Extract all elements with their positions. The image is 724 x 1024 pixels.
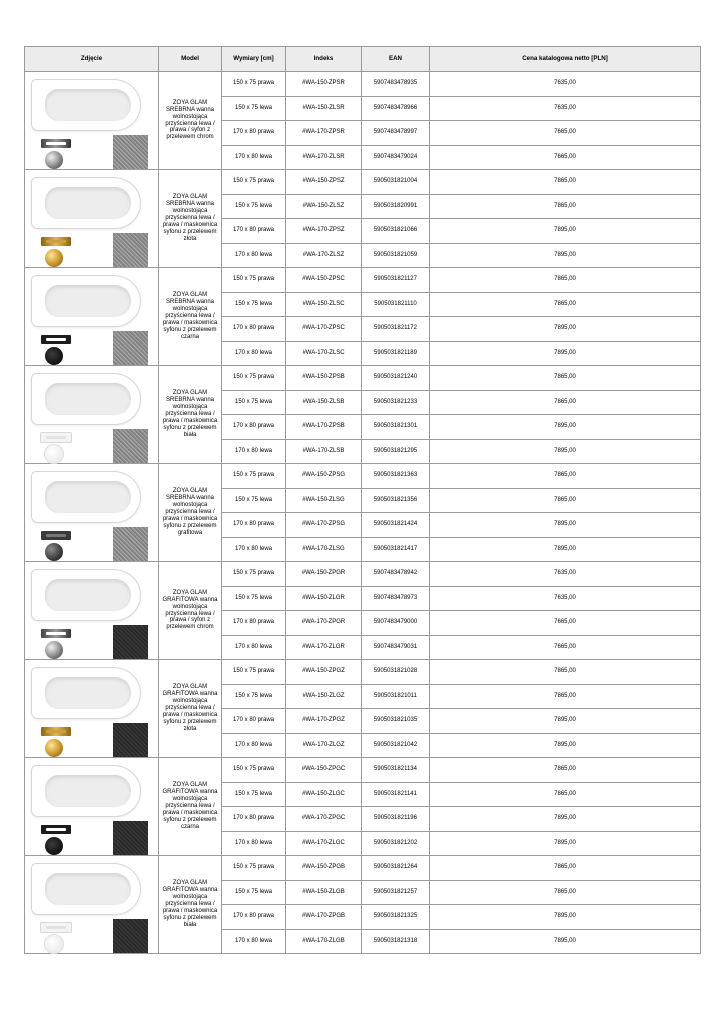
table-row bbox=[25, 268, 701, 293]
index-cell: #WA-150-ZPGZ bbox=[286, 660, 362, 685]
dimensions-cell: 150 x 75 prawa bbox=[222, 562, 286, 587]
index-cell: #WA-150-ZPGC bbox=[286, 758, 362, 783]
index-cell: #WA-170-ZPSG bbox=[286, 513, 362, 538]
product-photo bbox=[25, 663, 158, 755]
finish-swatch bbox=[113, 233, 148, 267]
price-cell: 7635,00 bbox=[430, 96, 701, 121]
index-cell: #WA-150-ZPSR bbox=[286, 72, 362, 97]
product-photo-cell bbox=[25, 72, 159, 170]
overflow-cover-image bbox=[41, 433, 71, 442]
price-cell: 7865,00 bbox=[430, 758, 701, 783]
model-description: ZOYA GLAM SREBRNA wanna wolnostojąca przyścienna lewa / prawa / syfon z przelewem chrom bbox=[159, 72, 222, 170]
ean-cell: 5907483479031 bbox=[362, 635, 430, 660]
price-cell: 7635,00 bbox=[430, 562, 701, 587]
dimensions-cell: 150 x 75 prawa bbox=[222, 72, 286, 97]
index-cell: #WA-150-ZPGB bbox=[286, 856, 362, 881]
dimensions-cell: 170 x 80 lewa bbox=[222, 243, 286, 268]
dimensions-cell: 150 x 75 lewa bbox=[222, 292, 286, 317]
model-description: ZOYA GLAM GRAFITOWA wanna wolnostojąca przyścienna lewa / prawa / maskownica syfonu z przelewem czarna bbox=[159, 758, 222, 856]
table-row bbox=[25, 660, 701, 685]
ean-cell: 5907483478966 bbox=[362, 96, 430, 121]
model-description: ZOYA GLAM GRAFITOWA wanna wolnostojąca przyścienna lewa / prawa / maskownica syfonu z przelewem biała bbox=[159, 856, 222, 954]
bathtub-image bbox=[31, 79, 141, 131]
index-cell: #WA-150-ZLGR bbox=[286, 586, 362, 611]
finish-swatch bbox=[113, 821, 148, 855]
index-cell: #WA-150-ZLGZ bbox=[286, 684, 362, 709]
product-photo bbox=[25, 271, 158, 363]
index-cell: #WA-150-ZLGC bbox=[286, 782, 362, 807]
table-row bbox=[25, 562, 701, 587]
price-cell: 7895,00 bbox=[430, 733, 701, 758]
product-photo-cell bbox=[25, 856, 159, 954]
dimensions-cell: 150 x 75 lewa bbox=[222, 586, 286, 611]
index-cell: #WA-150-ZPSC bbox=[286, 268, 362, 293]
header-dimensions: Wymiary [cm] bbox=[222, 47, 286, 72]
bathtub-image bbox=[31, 765, 141, 817]
ean-cell: 5907483479000 bbox=[362, 611, 430, 636]
drain-plug-image bbox=[45, 151, 63, 169]
index-cell: #WA-150-ZPSZ bbox=[286, 170, 362, 195]
index-cell: #WA-170-ZLSB bbox=[286, 439, 362, 464]
header-price: Cena katalogowa netto [PLN] bbox=[430, 47, 701, 72]
finish-swatch bbox=[113, 527, 148, 561]
ean-cell: 5905031821264 bbox=[362, 856, 430, 881]
dimensions-cell: 150 x 75 lewa bbox=[222, 390, 286, 415]
dimensions-cell: 150 x 75 prawa bbox=[222, 856, 286, 881]
model-description: ZOYA GLAM GRAFITOWA wanna wolnostojąca przyścienna lewa / prawa / maskownica syfonu z przelewem złota bbox=[159, 660, 222, 758]
index-cell: #WA-150-ZPSB bbox=[286, 366, 362, 391]
index-cell: #WA-150-ZLSR bbox=[286, 96, 362, 121]
dimensions-cell: 170 x 80 prawa bbox=[222, 709, 286, 734]
price-cell: 7865,00 bbox=[430, 390, 701, 415]
ean-cell: 5905031821240 bbox=[362, 366, 430, 391]
ean-cell: 5907483478935 bbox=[362, 72, 430, 97]
dimensions-cell: 170 x 80 prawa bbox=[222, 415, 286, 440]
model-description: ZOYA GLAM GRAFITOWA wanna wolnostojąca przyścienna lewa / prawa / syfon z przelewem chrom bbox=[159, 562, 222, 660]
ean-cell: 5905031821325 bbox=[362, 905, 430, 930]
price-cell: 7895,00 bbox=[430, 341, 701, 366]
dimensions-cell: 170 x 80 lewa bbox=[222, 733, 286, 758]
finish-swatch bbox=[113, 625, 148, 659]
price-cell: 7865,00 bbox=[430, 880, 701, 905]
dimensions-cell: 150 x 75 lewa bbox=[222, 880, 286, 905]
ean-cell: 5905031821028 bbox=[362, 660, 430, 685]
index-cell: #WA-170-ZPGC bbox=[286, 807, 362, 832]
overflow-cover-image bbox=[41, 335, 71, 344]
product-photo bbox=[25, 173, 158, 265]
ean-cell: 5905031821189 bbox=[362, 341, 430, 366]
index-cell: #WA-150-ZPSG bbox=[286, 464, 362, 489]
finish-swatch bbox=[113, 331, 148, 365]
index-cell: #WA-170-ZLSG bbox=[286, 537, 362, 562]
table-row bbox=[25, 856, 701, 881]
drain-plug-image bbox=[45, 837, 63, 855]
price-cell: 7895,00 bbox=[430, 219, 701, 244]
table-row bbox=[25, 758, 701, 783]
dimensions-cell: 170 x 80 lewa bbox=[222, 831, 286, 856]
ean-cell: 5905031821011 bbox=[362, 684, 430, 709]
price-cell: 7895,00 bbox=[430, 537, 701, 562]
ean-cell: 5905031821035 bbox=[362, 709, 430, 734]
overflow-cover-image bbox=[41, 727, 71, 736]
dimensions-cell: 170 x 80 prawa bbox=[222, 317, 286, 342]
ean-cell: 5905031821417 bbox=[362, 537, 430, 562]
index-cell: #WA-170-ZLGR bbox=[286, 635, 362, 660]
bathtub-image bbox=[31, 569, 141, 621]
overflow-cover-image bbox=[41, 531, 71, 540]
dimensions-cell: 170 x 80 prawa bbox=[222, 807, 286, 832]
drain-plug-image bbox=[45, 347, 63, 365]
price-cell: 7665,00 bbox=[430, 121, 701, 146]
finish-swatch bbox=[113, 429, 148, 463]
price-cell: 7865,00 bbox=[430, 684, 701, 709]
dimensions-cell: 150 x 75 prawa bbox=[222, 366, 286, 391]
dimensions-cell: 170 x 80 lewa bbox=[222, 439, 286, 464]
price-cell: 7895,00 bbox=[430, 243, 701, 268]
index-cell: #WA-170-ZPGZ bbox=[286, 709, 362, 734]
price-cell: 7865,00 bbox=[430, 366, 701, 391]
index-cell: #WA-150-ZLSZ bbox=[286, 194, 362, 219]
header-ean: EAN bbox=[362, 47, 430, 72]
product-photo bbox=[25, 565, 158, 657]
bathtub-image bbox=[31, 471, 141, 523]
product-photo bbox=[25, 467, 158, 559]
dimensions-cell: 170 x 80 prawa bbox=[222, 611, 286, 636]
dimensions-cell: 170 x 80 prawa bbox=[222, 905, 286, 930]
index-cell: #WA-170-ZPSZ bbox=[286, 219, 362, 244]
bathtub-image bbox=[31, 667, 141, 719]
model-description: ZOYA GLAM SREBRNA wanna wolnostojąca przyścienna lewa / prawa / maskownica syfonu z przelewem czarna bbox=[159, 268, 222, 366]
bathtub-image bbox=[31, 373, 141, 425]
dimensions-cell: 170 x 80 lewa bbox=[222, 145, 286, 170]
price-cell: 7865,00 bbox=[430, 194, 701, 219]
ean-cell: 5907483478997 bbox=[362, 121, 430, 146]
overflow-cover-image bbox=[41, 629, 71, 638]
ean-cell: 5905031821257 bbox=[362, 880, 430, 905]
price-cell: 7895,00 bbox=[430, 513, 701, 538]
overflow-cover-image bbox=[41, 923, 71, 932]
product-photo bbox=[25, 369, 158, 461]
price-cell: 7665,00 bbox=[430, 145, 701, 170]
dimensions-cell: 150 x 75 lewa bbox=[222, 96, 286, 121]
ean-cell: 5905031821356 bbox=[362, 488, 430, 513]
product-photo-cell bbox=[25, 464, 159, 562]
ean-cell: 5907483478942 bbox=[362, 562, 430, 587]
index-cell: #WA-170-ZPGR bbox=[286, 611, 362, 636]
model-description: ZOYA GLAM SREBRNA wanna wolnostojąca przyścienna lewa / prawa / maskownica syfonu z przelewem złota bbox=[159, 170, 222, 268]
drain-plug-image bbox=[45, 543, 63, 561]
price-cell: 7865,00 bbox=[430, 464, 701, 489]
ean-cell: 5905031821141 bbox=[362, 782, 430, 807]
ean-cell: 5905031821233 bbox=[362, 390, 430, 415]
ean-cell: 5905031821042 bbox=[362, 733, 430, 758]
price-cell: 7895,00 bbox=[430, 439, 701, 464]
ean-cell: 5907483478973 bbox=[362, 586, 430, 611]
finish-swatch bbox=[113, 135, 148, 169]
ean-cell: 5907483479024 bbox=[362, 145, 430, 170]
price-cell: 7895,00 bbox=[430, 415, 701, 440]
ean-cell: 5905031821301 bbox=[362, 415, 430, 440]
price-cell: 7635,00 bbox=[430, 586, 701, 611]
index-cell: #WA-170-ZPGB bbox=[286, 905, 362, 930]
product-photo-cell bbox=[25, 170, 159, 268]
price-cell: 7895,00 bbox=[430, 807, 701, 832]
header-photo: Zdjęcie bbox=[25, 47, 159, 72]
ean-cell: 5905031821059 bbox=[362, 243, 430, 268]
index-cell: #WA-170-ZLGC bbox=[286, 831, 362, 856]
dimensions-cell: 150 x 75 lewa bbox=[222, 488, 286, 513]
index-cell: #WA-170-ZLGZ bbox=[286, 733, 362, 758]
price-cell: 7895,00 bbox=[430, 905, 701, 930]
model-description: ZOYA GLAM SREBRNA wanna wolnostojąca przyścienna lewa / prawa / maskownica syfonu z przelewem biała bbox=[159, 366, 222, 464]
header-model: Model bbox=[159, 47, 222, 72]
dimensions-cell: 150 x 75 lewa bbox=[222, 194, 286, 219]
dimensions-cell: 170 x 80 lewa bbox=[222, 341, 286, 366]
table-row bbox=[25, 170, 701, 195]
ean-cell: 5905031821004 bbox=[362, 170, 430, 195]
ean-cell: 5905031821127 bbox=[362, 268, 430, 293]
dimensions-cell: 170 x 80 prawa bbox=[222, 121, 286, 146]
index-cell: #WA-170-ZPSB bbox=[286, 415, 362, 440]
dimensions-cell: 170 x 80 lewa bbox=[222, 635, 286, 660]
product-photo-cell bbox=[25, 268, 159, 366]
price-cell: 7635,00 bbox=[430, 72, 701, 97]
model-description: ZOYA GLAM SREBRNA wanna wolnostojąca przyścienna lewa / prawa / maskownica syfonu z przelewem grafitowa bbox=[159, 464, 222, 562]
product-photo bbox=[25, 859, 158, 951]
ean-cell: 5905031821202 bbox=[362, 831, 430, 856]
ean-cell: 5905031821172 bbox=[362, 317, 430, 342]
drain-plug-image bbox=[45, 935, 63, 953]
bathtub-image bbox=[31, 863, 141, 915]
drain-plug-image bbox=[45, 249, 63, 267]
bathtub-image bbox=[31, 275, 141, 327]
index-cell: #WA-170-ZLSR bbox=[286, 145, 362, 170]
product-photo-cell bbox=[25, 660, 159, 758]
header-index: Indeks bbox=[286, 47, 362, 72]
index-cell: #WA-150-ZLSG bbox=[286, 488, 362, 513]
dimensions-cell: 170 x 80 lewa bbox=[222, 537, 286, 562]
ean-cell: 5905031821066 bbox=[362, 219, 430, 244]
table-row bbox=[25, 72, 701, 97]
product-photo-cell bbox=[25, 366, 159, 464]
price-cell: 7665,00 bbox=[430, 635, 701, 660]
price-cell: 7895,00 bbox=[430, 709, 701, 734]
product-photo-cell bbox=[25, 758, 159, 856]
price-cell: 7895,00 bbox=[430, 831, 701, 856]
drain-plug-image bbox=[45, 739, 63, 757]
index-cell: #WA-150-ZPGR bbox=[286, 562, 362, 587]
price-cell: 7865,00 bbox=[430, 782, 701, 807]
dimensions-cell: 170 x 80 lewa bbox=[222, 929, 286, 954]
dimensions-cell: 150 x 75 lewa bbox=[222, 684, 286, 709]
index-cell: #WA-150-ZLGB bbox=[286, 880, 362, 905]
index-cell: #WA-170-ZPSR bbox=[286, 121, 362, 146]
product-photo bbox=[25, 761, 158, 853]
bathtub-image bbox=[31, 177, 141, 229]
ean-cell: 5905031821318 bbox=[362, 929, 430, 954]
ean-cell: 5905031821110 bbox=[362, 292, 430, 317]
finish-swatch bbox=[113, 723, 148, 757]
index-cell: #WA-150-ZLSC bbox=[286, 292, 362, 317]
index-cell: #WA-150-ZLSB bbox=[286, 390, 362, 415]
table-header-row bbox=[25, 47, 701, 72]
price-table bbox=[24, 46, 701, 954]
table-row bbox=[25, 464, 701, 489]
drain-plug-image bbox=[45, 445, 63, 463]
dimensions-cell: 150 x 75 prawa bbox=[222, 268, 286, 293]
ean-cell: 5905031820991 bbox=[362, 194, 430, 219]
price-cell: 7865,00 bbox=[430, 292, 701, 317]
ean-cell: 5905031821134 bbox=[362, 758, 430, 783]
ean-cell: 5905031821295 bbox=[362, 439, 430, 464]
price-cell: 7665,00 bbox=[430, 611, 701, 636]
product-photo bbox=[25, 75, 158, 167]
overflow-cover-image bbox=[41, 139, 71, 148]
price-cell: 7895,00 bbox=[430, 317, 701, 342]
price-cell: 7865,00 bbox=[430, 488, 701, 513]
drain-plug-image bbox=[45, 641, 63, 659]
overflow-cover-image bbox=[41, 825, 71, 834]
ean-cell: 5905031821424 bbox=[362, 513, 430, 538]
ean-cell: 5905031821196 bbox=[362, 807, 430, 832]
index-cell: #WA-170-ZPSC bbox=[286, 317, 362, 342]
price-cell: 7895,00 bbox=[430, 929, 701, 954]
index-cell: #WA-170-ZLSC bbox=[286, 341, 362, 366]
dimensions-cell: 150 x 75 prawa bbox=[222, 758, 286, 783]
price-cell: 7865,00 bbox=[430, 170, 701, 195]
dimensions-cell: 150 x 75 prawa bbox=[222, 170, 286, 195]
dimensions-cell: 170 x 80 prawa bbox=[222, 219, 286, 244]
finish-swatch bbox=[113, 919, 148, 953]
dimensions-cell: 150 x 75 lewa bbox=[222, 782, 286, 807]
dimensions-cell: 150 x 75 prawa bbox=[222, 464, 286, 489]
dimensions-cell: 150 x 75 prawa bbox=[222, 660, 286, 685]
price-cell: 7865,00 bbox=[430, 268, 701, 293]
product-photo-cell bbox=[25, 562, 159, 660]
price-cell: 7865,00 bbox=[430, 660, 701, 685]
ean-cell: 5905031821363 bbox=[362, 464, 430, 489]
index-cell: #WA-170-ZLGB bbox=[286, 929, 362, 954]
overflow-cover-image bbox=[41, 237, 71, 246]
dimensions-cell: 170 x 80 prawa bbox=[222, 513, 286, 538]
price-cell: 7865,00 bbox=[430, 856, 701, 881]
table-row bbox=[25, 366, 701, 391]
index-cell: #WA-170-ZLSZ bbox=[286, 243, 362, 268]
